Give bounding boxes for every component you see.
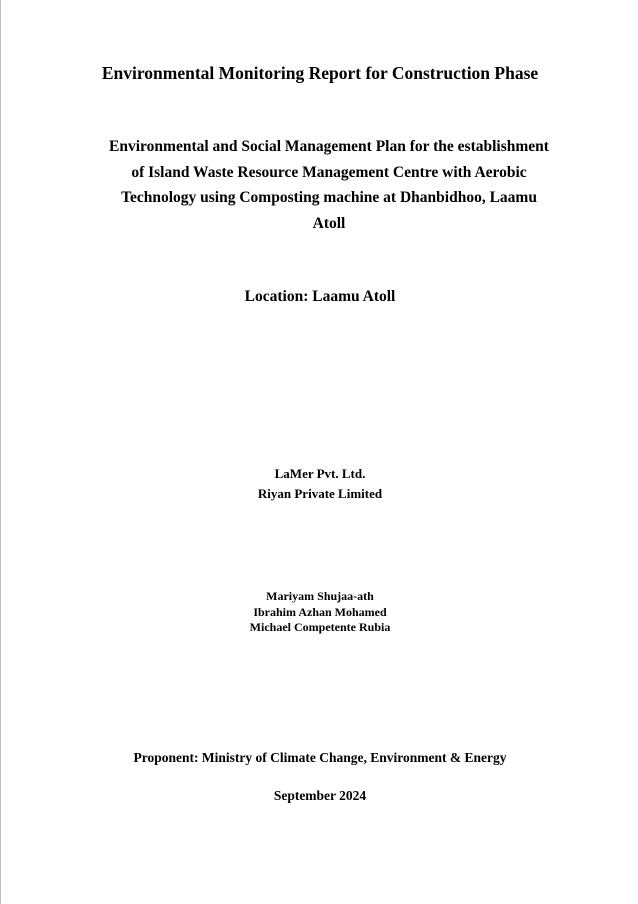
plan-title-line: of Island Waste Resource Management Centre with Aerobic (131, 163, 527, 181)
author-list (1, 589, 638, 636)
plan-title-line: Atoll (312, 214, 346, 232)
author-name: Ibrahim Azhan Mohamed (253, 604, 387, 619)
location: Location: Laamu Atoll (244, 288, 396, 305)
author-name: Michael Competente Rubia (249, 620, 391, 634)
plan-title-line: Environmental and Social Management Plan for the establishment (109, 138, 549, 155)
plan-title-line: Technology using Composting machine at Dhanbidhoo, Laamu (121, 189, 537, 206)
report-date: September 2024 (273, 788, 367, 803)
author-name: Mariyam Shujaa-ath (266, 589, 374, 603)
plan-title (71, 134, 587, 236)
report-title: Environmental Monitoring Report for Construction Phase (101, 63, 539, 83)
proponent: Proponent: Ministry of Climate Change, Environment & Energy (133, 750, 507, 765)
company-name: LaMer Pvt. Ltd. (274, 466, 366, 481)
company-name: Riyan Private Limited (257, 486, 383, 501)
company-list (1, 464, 638, 504)
